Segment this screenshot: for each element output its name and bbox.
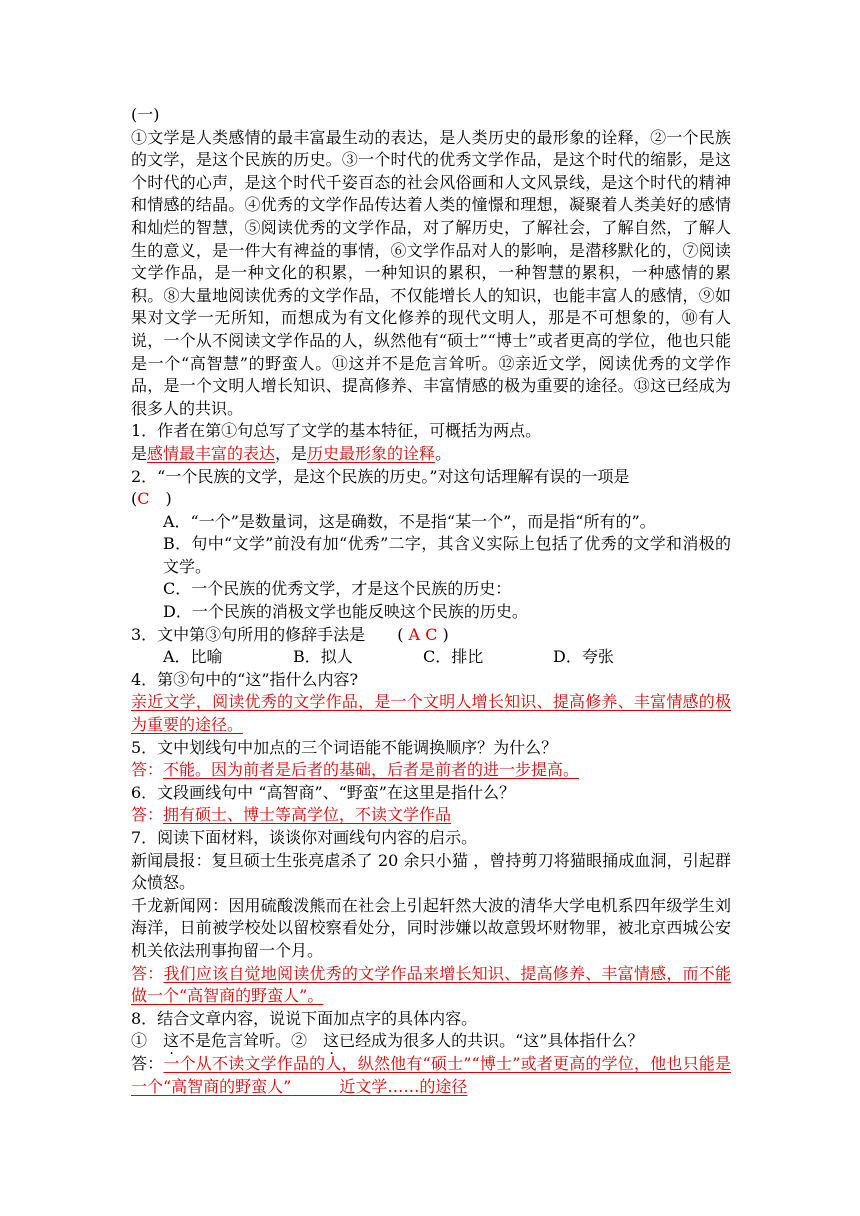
section-title: (一)	[131, 105, 160, 124]
q4-answer: 亲近文学，阅读优秀的文学作品，是一个文明人增长知识、提高修养、丰富情感的极为重要的途径。	[131, 692, 731, 735]
q4-question: 4．第③句中的“这”指什么内容?	[131, 669, 359, 689]
q8-answer-line	[131, 1053, 731, 1098]
q1-mid: ，是	[275, 443, 308, 463]
q3-question: 3．文中第③句所用的修辞手法是	[131, 624, 366, 644]
q8-item1-rest: 不是危言耸听。②	[179, 1031, 324, 1051]
q3-option-a: A．比喻	[163, 647, 223, 667]
q8-question: 8．结合文章内容，说说下面加点字的具体内容。	[131, 1008, 478, 1028]
q3-option-b: B．拟人	[293, 647, 353, 667]
q7-answer: 我们应该自觉地阅读优秀的文学作品来增长知识、提高修养、丰富情感，而不能做一个“高智商的野蛮人”。	[131, 963, 731, 1006]
q3-answer: A C	[408, 624, 438, 644]
q6-prefix: 答：	[131, 805, 164, 825]
q4-answer-line	[131, 691, 731, 736]
q8-answer-2: 近文学……的途径	[339, 1076, 468, 1096]
q6-answer: 拥有硕士、博士等高学位，不读文学作品	[163, 805, 452, 825]
q1-answer-1: 感情最丰富的表达	[147, 443, 276, 463]
q1-suffix: 。	[435, 443, 452, 463]
q3-option-d: D．夸张	[553, 647, 614, 667]
q8-gap	[291, 1077, 339, 1096]
q2-option-b: B．句中“文学”前没有加“优秀”二字，其含义实际上包括了优秀的文学和消极的文学。	[163, 534, 731, 576]
q2-option-c: C．一个民族的优秀文学，才是这个民族的历史：	[163, 579, 512, 599]
q3-open: (	[397, 624, 404, 644]
q5-question: 5．文中划线句中加点的三个词语能不能调换顺序？为什么？	[131, 737, 558, 757]
q1-question: 1．作者在第①句总写了文学的基本特征，可概括为两点。	[131, 421, 542, 441]
q3-options	[131, 646, 731, 669]
q6-answer-line	[131, 804, 731, 827]
q2-answer: C	[137, 489, 150, 509]
q2-question: 2．“一个民族的文学，是这个民族的历史。”对这句话理解有误的一项是	[131, 466, 630, 486]
q3-question-line	[131, 624, 731, 647]
q1-answer-2: 历史最形象的诠释	[307, 443, 436, 463]
q2-close: )	[149, 489, 172, 509]
q6-question: 6．文段画线句中 “高智商”、“野蛮”在这里是指什么？	[131, 782, 515, 802]
q1-answer-line	[131, 443, 731, 466]
q8-answer-1: 一个从不读文学作品的人，纵然他有“硕士”“博士”或者更高的学位，他也只能是一个“高智商的野蛮人”	[131, 1053, 731, 1096]
q2-answer-line	[131, 488, 731, 511]
q8-prefix: 答：	[131, 1053, 164, 1073]
q2-option-a: A．“一个”是数量词，这是确数，不是指“某一个”，而是指“所有的”。	[163, 511, 656, 531]
q3-option-c: C．排比	[423, 647, 484, 667]
q7-material-1: 新闻晨报：复旦硕士生张亮虐杀了 20 余只小猫 ，曾持剪刀将猫眼捅成血洞，引起群众愤怒。	[131, 850, 731, 893]
q8-item1-dotted: 这	[163, 1031, 180, 1051]
q1-prefix: 是	[131, 443, 148, 463]
q7-question: 7．阅读下面材料，谈谈你对画线句内容的启示。	[131, 828, 478, 847]
q2-open: (	[131, 489, 138, 509]
q8-item2-rest: 已经成为很多人的共识。“这”具体指什么？	[339, 1031, 644, 1051]
q3-close: )	[442, 624, 449, 644]
q7-answer-line	[131, 963, 731, 1008]
q8-items	[131, 1030, 731, 1053]
q7-material-2: 千龙新闻网：因用硫酸泼熊而在社会上引起轩然大波的清华大学电机系四年级学生刘海洋，日前被学校处以留校察看处分，同时涉嫌以故意毁坏财物罪，被北京西城公安机关依法刑事拘留一个月。	[131, 895, 731, 960]
q2-option-d: D．一个民族的消极文学也能反映这个民族的历史。	[163, 602, 528, 622]
document-body	[131, 104, 731, 1098]
q7-prefix: 答：	[131, 963, 164, 983]
q5-answer: 不能。因为前者是后者的基础，后者是前者的进一步提高。	[163, 760, 580, 780]
q5-answer-line	[131, 759, 731, 782]
q5-prefix: 答：	[131, 760, 164, 780]
q8-item2-dotted: 这	[323, 1031, 340, 1051]
q8-item1-num: ①	[131, 1031, 164, 1051]
passage-text: ①文学是人类感情的最丰富最生动的表达，是人类历史的最形象的诠释，②一个民族的文学，是这个民族的历史。③一个时代的优秀文学作品，是这个时代的缩影，是这个时代的心声，是这个时代千姿百态的社会风俗画和人文风景线，是这个时代的精神和情感的结晶。④优秀的文学作品传达着人类的憧憬和理想，凝聚着人类美好的感情和灿烂的智慧，⑤阅读优秀的文学作品，对了解历史，了解社会，了解自然，了解人生的意义，是一件大有裨益的事情，⑥文学作品对人的影响，是潜移默化的，⑦阅读文学作品，是一种文化的积累，一种知识的累积，一种智慧的累积，一种感情的累积。⑧大量地阅读优秀的文学作品，不仅能增长人的知识，也能丰富人的感情，⑨如果对文学一无所知，而想成为有文化修养的现代文明人，那是不可想象的，⑩有人说，一个从不阅读文学作品的人，纵然他有“硕士”“博士”或者更高的学位，他也只能是一个“高智慧”的野蛮人。⑪这并不是危言耸听。⑫亲近文学，阅读优秀的文学作品，是一个文明人增长知识、提高修养、丰富情感的极为重要的途径。⑬这已经成为很多人的共识。	[131, 127, 731, 418]
